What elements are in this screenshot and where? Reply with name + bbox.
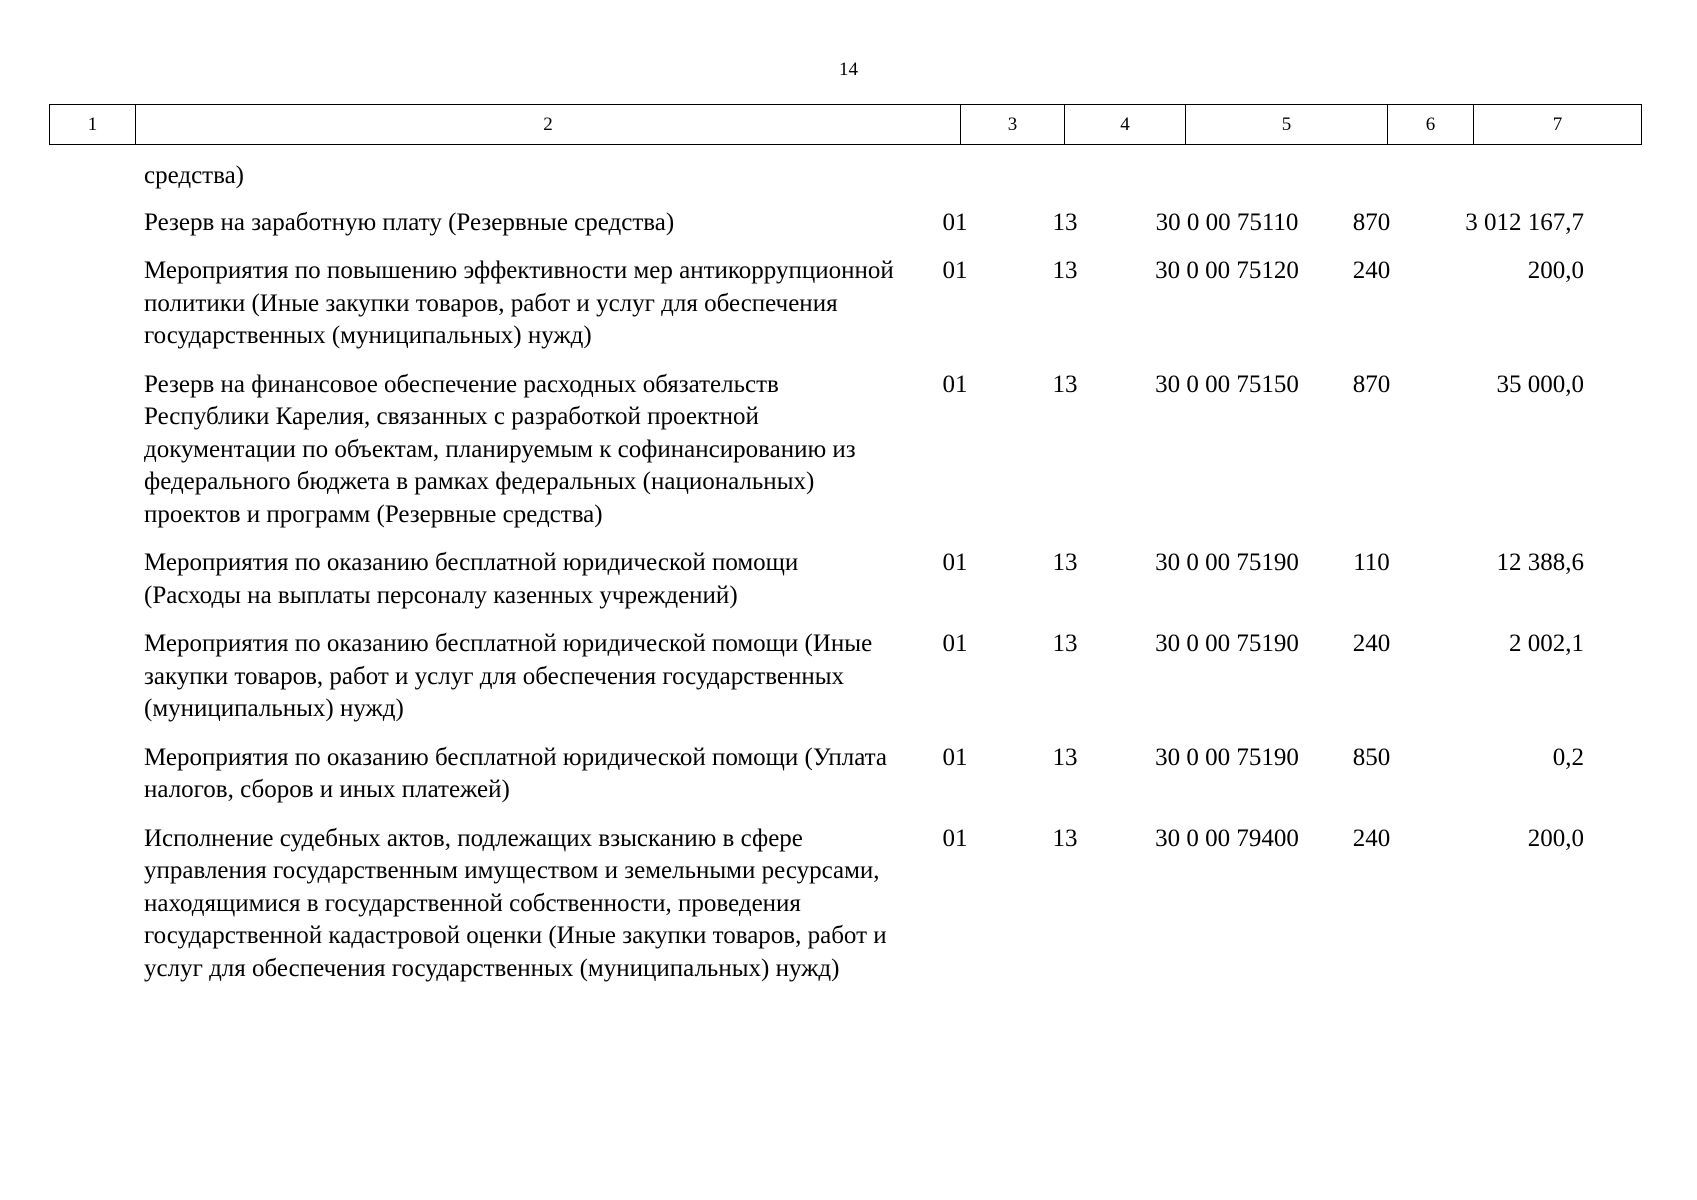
row-expense-type: 240	[1352, 824, 1391, 852]
row-amount: 2 002,1	[1509, 630, 1584, 657]
column-header-table	[49, 104, 1642, 145]
column-header-2: 2	[136, 105, 961, 145]
row-section: 01	[942, 743, 968, 771]
row-subsection: 13	[1052, 824, 1078, 852]
continuation-text: средства)	[144, 162, 244, 189]
row-section: 01	[942, 370, 968, 398]
row-section: 01	[942, 549, 968, 576]
column-header-6: 6	[1388, 105, 1474, 145]
row-name: Резерв на заработную плату (Резервные средства)	[144, 208, 675, 236]
row-amount: 200,0	[1527, 257, 1584, 284]
row-section: 01	[942, 824, 968, 852]
row-target-code: 30 0 00 79400	[1155, 824, 1299, 852]
table-body	[49, 160, 1641, 1001]
column-header-row	[50, 105, 1642, 145]
row-subsection: 13	[1052, 257, 1078, 284]
row-name: Исполнение судебных актов, подлежащих взысканию в сфере управления государственным имуществом и земельными ресурсами, находящимися в государственной собственности, проведения государственной кадастровой оценки (Иные закупки товаров, работ и услуг для обеспечения государственных (муниципальных) нужд)	[144, 824, 887, 982]
column-header-5: 5	[1186, 105, 1388, 145]
row-amount: 3 012 167,7	[1465, 208, 1584, 236]
row-subsection: 13	[1052, 549, 1078, 576]
row-amount: 0,2	[1552, 743, 1584, 771]
continuation-row	[49, 160, 1641, 193]
row-name: Мероприятия по повышению эффективности мер антикоррупционной политики (Иные закупки товаров, работ и услуг для обеспечения государственных (муниципальных) нужд)	[144, 257, 894, 349]
row-name: Резерв на финансовое обеспечение расходных обязательств Республики Карелия, связанных с разработкой проектной документации по объектам, планируемым к софинансированию из федерального бюджета в рамках федеральных (национальных) проектов и программ (Резервные средства)	[144, 370, 856, 528]
row-amount: 12 388,6	[1496, 549, 1584, 576]
row-amount: 200,0	[1527, 824, 1584, 852]
table-row	[49, 823, 1641, 986]
column-header-1: 1	[50, 105, 136, 145]
row-target-code: 30 0 00 75190	[1155, 549, 1299, 576]
column-header-4: 4	[1065, 105, 1186, 145]
page-number: 14	[839, 59, 858, 80]
column-header-7: 7	[1474, 105, 1642, 145]
row-target-code: 30 0 00 75150	[1155, 370, 1299, 398]
row-section: 01	[942, 257, 968, 284]
row-target-code: 30 0 00 75190	[1155, 743, 1299, 771]
row-expense-type: 870	[1352, 370, 1391, 398]
table-row	[49, 369, 1641, 532]
row-subsection: 13	[1052, 370, 1078, 398]
row-name: Мероприятия по оказанию бесплатной юридической помощи (Расходы на выплаты персоналу казенных учреждений)	[144, 549, 799, 609]
row-target-code: 30 0 00 75120	[1155, 257, 1299, 284]
row-target-code: 30 0 00 75110	[1155, 208, 1299, 236]
row-expense-type: 110	[1353, 549, 1390, 576]
row-target-code: 30 0 00 75190	[1155, 630, 1299, 657]
table-row	[49, 628, 1641, 726]
row-subsection: 13	[1052, 630, 1078, 657]
row-expense-type: 240	[1352, 630, 1391, 657]
table-row	[49, 547, 1641, 612]
row-expense-type: 850	[1352, 743, 1391, 771]
table-row	[49, 207, 1641, 240]
row-subsection: 13	[1052, 208, 1078, 236]
row-name: Мероприятия по оказанию бесплатной юридической помощи (Иные закупки товаров, работ и услуг для обеспечения государственных (муниципальных) нужд)	[144, 630, 873, 722]
row-expense-type: 870	[1352, 208, 1391, 236]
table-row	[49, 255, 1641, 353]
row-expense-type: 240	[1352, 257, 1391, 284]
column-header-3: 3	[961, 105, 1065, 145]
table-row	[49, 742, 1641, 807]
row-subsection: 13	[1052, 743, 1078, 771]
row-section: 01	[942, 630, 968, 657]
row-amount: 35 000,0	[1496, 370, 1584, 398]
row-name: Мероприятия по оказанию бесплатной юридической помощи (Уплата налогов, сборов и иных платежей)	[144, 743, 888, 803]
row-section: 01	[942, 208, 968, 236]
